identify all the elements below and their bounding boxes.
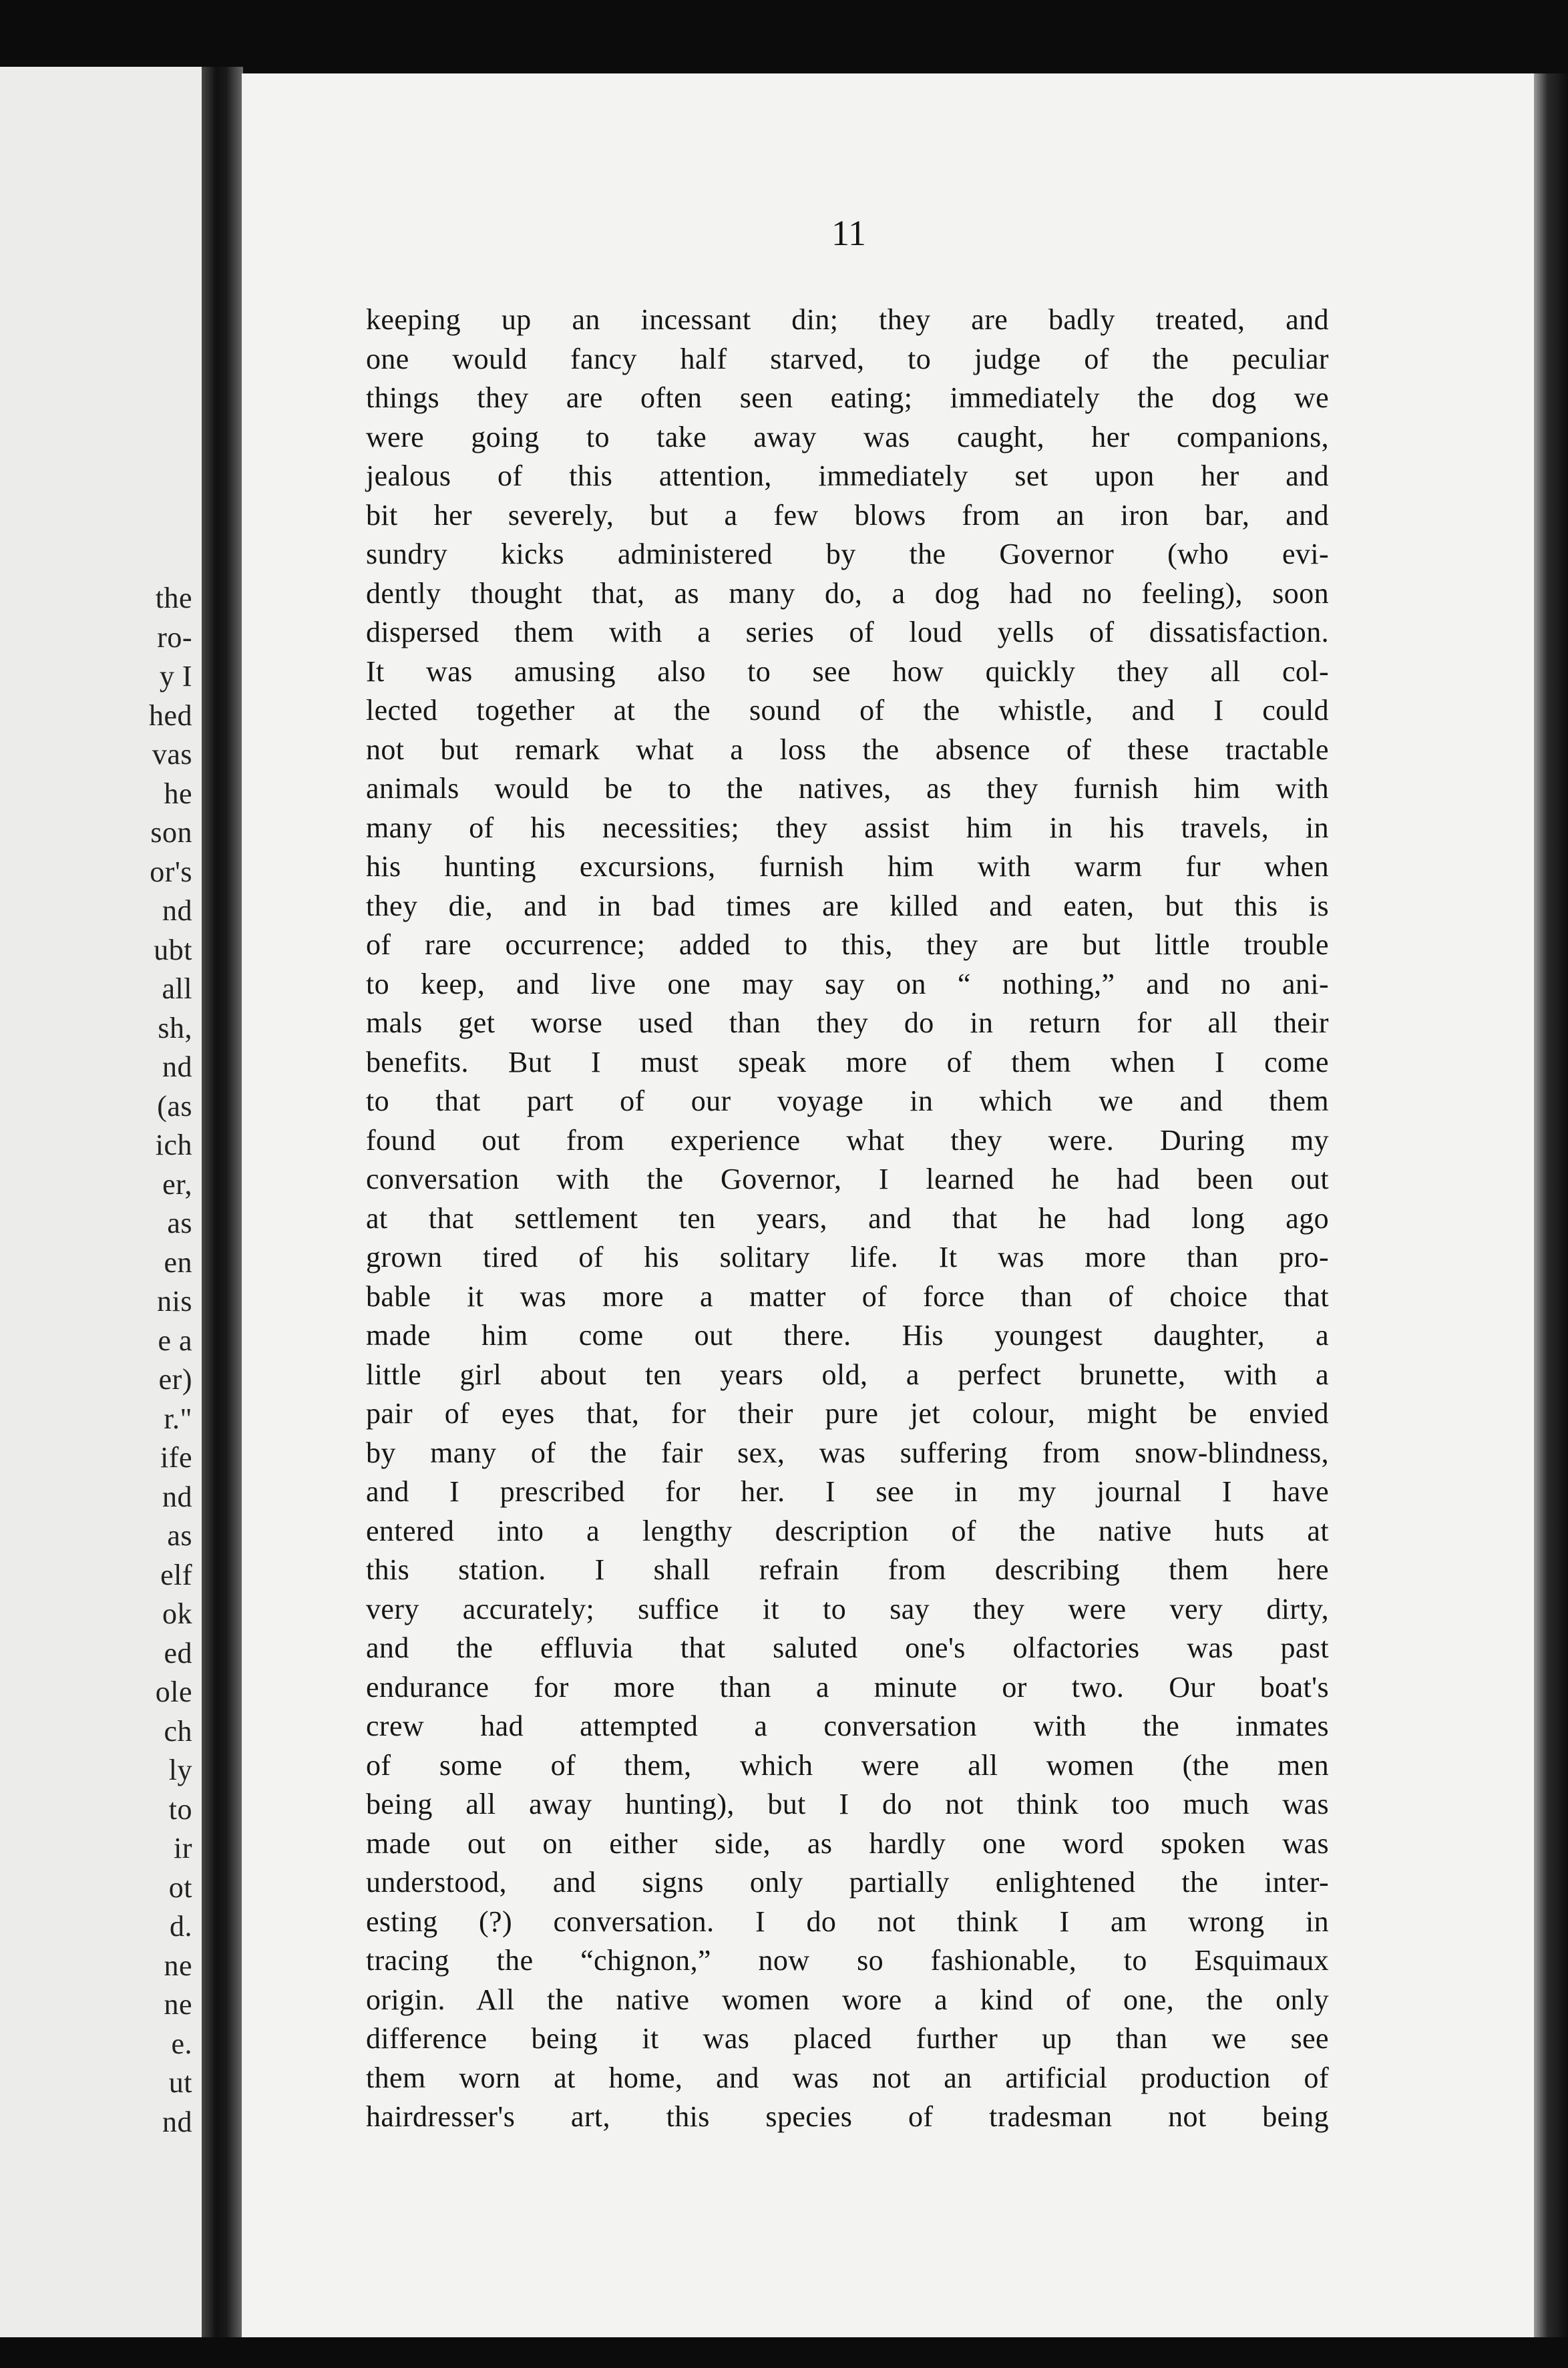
text-line: It was amusing also to see how quickly they all col- (366, 654, 1329, 688)
scanner-bottom-margin (0, 2337, 1568, 2368)
text-line: his hunting excursions, furnish him with warm fur when (366, 850, 1329, 883)
left-page-fragment: as (167, 1519, 192, 1552)
left-page-fragment: ro- (157, 620, 192, 654)
book-gutter (202, 67, 243, 2344)
text-line: very accurately; suffice it to say they were very dirty, (366, 1592, 1329, 1625)
left-page-fragment: son (150, 816, 192, 849)
text-line: to that part of our voyage in which we and them (366, 1084, 1329, 1117)
text-line: lected together at the sound of the whistle, and I could (366, 694, 1329, 727)
left-page-fragment: ife (160, 1441, 192, 1474)
left-page-fragment: en (164, 1245, 192, 1279)
left-page-fragment: he (164, 777, 192, 810)
left-page-fragment: as (167, 1207, 192, 1239)
left-page-fragment: nd (162, 1480, 192, 1513)
text-line: one would fancy half starved, to judge of the peculiar (366, 342, 1329, 375)
left-page-fragment: nd (162, 2105, 192, 2138)
text-line: and I prescribed for her. I see in my journal I have (366, 1475, 1329, 1508)
left-page-fragment: all (162, 972, 192, 1005)
text-line: dispersed them with a series of loud yells of dissatisfaction. (366, 616, 1329, 648)
left-page-fragment: ch (164, 1714, 192, 1748)
left-page-fragment: vas (152, 738, 192, 771)
left-page-fragment: the (155, 582, 192, 614)
text-line: by many of the fair sex, was suffering from snow-blindness, (366, 1436, 1329, 1469)
text-line: them worn at home, and was not an artificial production of (366, 2061, 1329, 2094)
left-page-fragment: ok (162, 1597, 192, 1630)
left-page-fragment: e. (171, 2027, 192, 2060)
text-line: were going to take away was caught, her companions, (366, 420, 1329, 453)
text-line: endurance for more than a minute or two. Our boat's (366, 1670, 1329, 1704)
right-page-edge (1534, 73, 1568, 2344)
left-page-fragment: sh, (158, 1011, 192, 1044)
text-line: esting (?) conversation. I do not think I am wrong in (366, 1905, 1329, 1938)
left-page-fragment: ne (164, 1949, 192, 1982)
text-line: conversation with the Governor, I learned he had been out (366, 1163, 1329, 1195)
text-line: this station. I shall refrain from describing them here (366, 1553, 1329, 1586)
text-line: benefits. But I must speak more of them when I come (366, 1045, 1329, 1078)
left-facing-page (0, 67, 202, 2344)
left-page-fragment: er) (158, 1363, 192, 1396)
left-page-fragment: or's (150, 855, 192, 888)
text-line: they die, and in bad times are killed and eaten, but this is (366, 889, 1329, 922)
text-line: entered into a lengthy description of the native huts at (366, 1514, 1329, 1547)
text-line: made him come out there. His youngest daughter, a (366, 1319, 1329, 1352)
left-page-fragment: ut (168, 2066, 192, 2099)
left-page-fragment: ot (168, 1870, 192, 1904)
page-number: 11 (831, 213, 866, 253)
text-line: pair of eyes that, for their pure jet colour, might be envied (366, 1397, 1329, 1430)
left-page-fragment: elf (160, 1558, 192, 1591)
text-line: mals get worse used than they do in return for all their (366, 1006, 1329, 1039)
left-page-fragment: ne (164, 1988, 192, 2021)
left-page-fragment: ly (168, 1754, 192, 1786)
text-line: things they are often seen eating; immediately the dog we (366, 381, 1329, 414)
text-line: being all away hunting), but I do not think too much was (366, 1788, 1329, 1820)
text-line: animals would be to the natives, as they furnish him with (366, 772, 1329, 805)
left-page-fragment: nd (162, 894, 192, 927)
left-page-fragment: d. (170, 1910, 192, 1943)
left-page-fragment: e a (158, 1324, 192, 1357)
text-line: to keep, and live one may say on “ nothing,” and no ani- (366, 967, 1329, 1000)
text-line: sundry kicks administered by the Governor (who evi- (366, 538, 1329, 570)
text-line: crew had attempted a conversation with the inmates (366, 1710, 1329, 1742)
text-line: and the effluvia that saluted one's olfactories was past (366, 1631, 1329, 1664)
left-page-fragment: r." (164, 1402, 192, 1435)
text-line: not but remark what a loss the absence of these tractable (366, 733, 1329, 766)
left-page-fragment: nis (157, 1285, 192, 1318)
text-line: origin. All the native women wore a kind of one, the only (366, 1983, 1329, 2016)
text-line: tracing the “chignon,” now so fashionable, to Esquimaux (366, 1944, 1329, 1977)
text-line: of some of them, which were all women (the men (366, 1748, 1329, 1782)
left-page-fragment: y I (159, 660, 192, 693)
text-line: little girl about ten years old, a perfect brunette, with a (366, 1358, 1329, 1391)
left-page-fragment: hed (148, 699, 192, 732)
left-page-fragment: ubt (154, 933, 192, 966)
text-line: at that settlement ten years, and that he had long ago (366, 1201, 1329, 1235)
text-line: dently thought that, as many do, a dog had no feeling), soon (366, 576, 1329, 610)
left-page-fragment: ir (174, 1832, 192, 1864)
scanner-top-margin (0, 0, 1568, 73)
text-line: difference being it was placed further up than we see (366, 2022, 1329, 2055)
text-line: bable it was more a matter of force than of choice that (366, 1279, 1329, 1313)
text-line: keeping up an incessant din; they are badly treated, and (366, 303, 1329, 336)
text-line: many of his necessities; they assist him in his travels, in (366, 811, 1329, 844)
text-line: of rare occurrence; added to this, they are but little trouble (366, 928, 1329, 961)
text-line: grown tired of his solitary life. It was more than pro- (366, 1241, 1329, 1273)
body-text (366, 301, 1329, 2137)
text-line: understood, and signs only partially enlightened the inter- (366, 1866, 1329, 1899)
left-page-fragment: ed (164, 1636, 192, 1669)
text-line: hairdresser's art, this species of tradesman not being (366, 2100, 1329, 2133)
text-line: bit her severely, but a few blows from an iron bar, and (366, 498, 1329, 532)
left-page-fragment: ole (155, 1675, 192, 1708)
text-line: jealous of this attention, immediately set upon her and (366, 459, 1329, 492)
left-page-fragment: nd (162, 1050, 192, 1083)
left-page-fragment: (as (157, 1089, 192, 1123)
left-page-fragment: to (168, 1792, 192, 1826)
text-line: found out from experience what they were. During my (366, 1123, 1329, 1157)
left-page-fragment: er, (162, 1167, 192, 1201)
left-page-fragment: ich (155, 1129, 192, 1161)
text-line: made out on either side, as hardly one word spoken was (366, 1826, 1329, 1860)
